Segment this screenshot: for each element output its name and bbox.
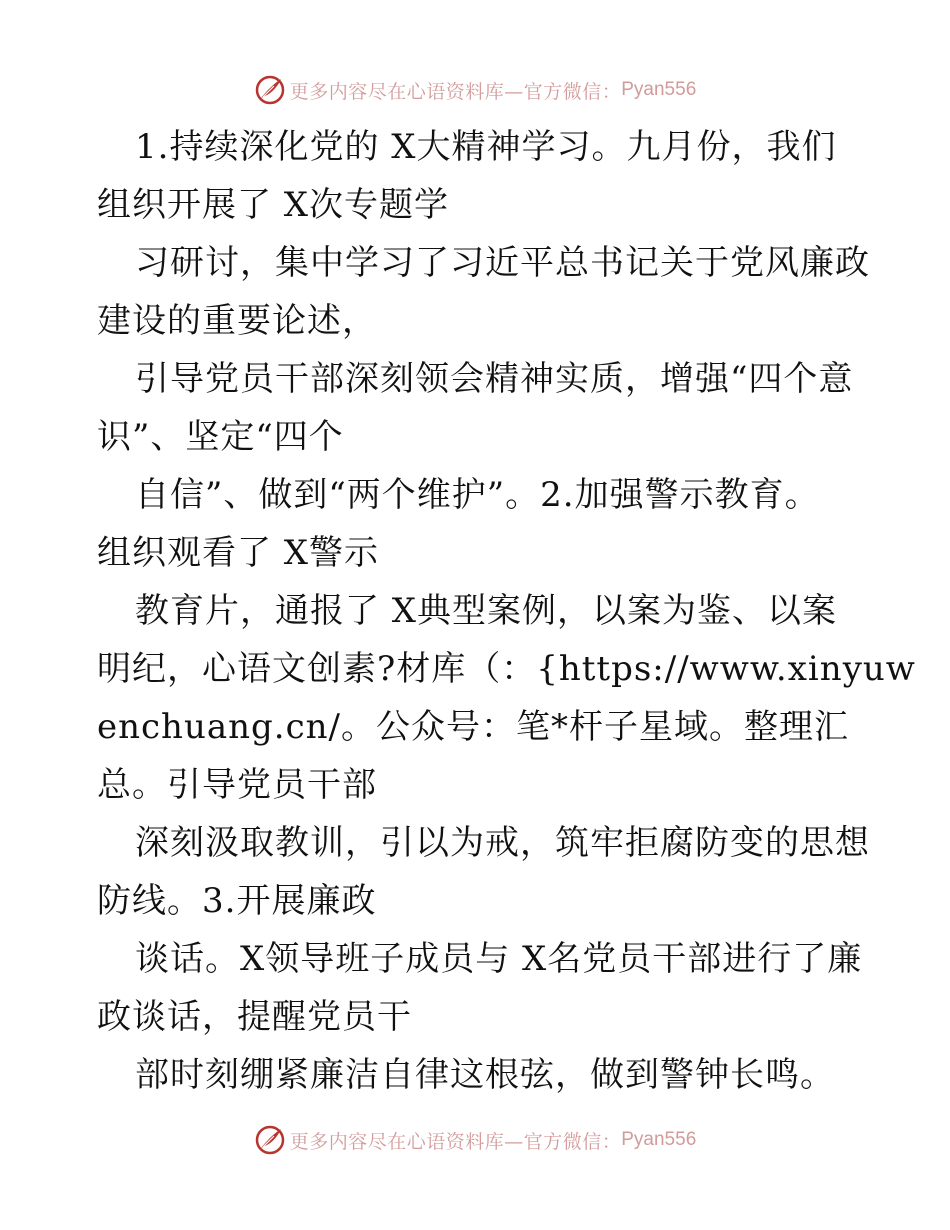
text-line: 引导党员干部深刻领会精神实质，增强“四个意 [135,359,854,399]
text-line: enchuang.cn/。公众号：笔*杆子星域。整理汇 [97,707,849,747]
text-line: 习研讨，集中学习了习近平总书记关于党风廉政 [135,243,870,283]
text-line: 识”、坚定“四个 [97,417,344,457]
text-line: 谈话。X领导班子成员与 X名党员干部进行了廉 [135,939,863,979]
text-line: 防线。3.开展廉政 [97,881,377,921]
wechat-id: Pyan556 [621,79,697,100]
text-line: 政谈话，提醒党员干 [97,997,412,1037]
banner-text: 更多内容尽在心语资料库—官方微信： [289,1130,622,1153]
text-line: 组织观看了 X警示 [97,533,380,573]
red-quill-logo-icon [254,1124,286,1156]
text-line: 教育片，通报了 X典型案例，以案为鉴、以案 [135,591,838,631]
header-banner [0,70,950,110]
red-quill-logo-icon [254,74,286,106]
footer-banner [0,1120,950,1160]
text-line: 深刻汲取教训，引以为戒，筑牢拒腐防变的思想 [135,823,870,863]
text-line: 总。引导党员干部 [97,765,377,805]
text-line: 明纪，心语文创素?材库（：{https://www.xinyuw [97,649,916,689]
text-line: 组织开展了 X次专题学 [97,185,450,225]
banner-text: 更多内容尽在心语资料库—官方微信： [289,80,622,103]
text-line: 自信”、做到“两个维护”。2.加强警示教育。 [135,475,820,515]
text-line: 建设的重要论述， [97,301,377,341]
wechat-id: Pyan556 [621,1129,697,1150]
text-line: 部时刻绷紧廉洁自律这根弦，做到警钟长鸣。 [135,1055,835,1095]
document-body [97,118,916,1104]
text-line: 1.持续深化党的 X大精神学习。九月份，我们 [135,127,837,167]
